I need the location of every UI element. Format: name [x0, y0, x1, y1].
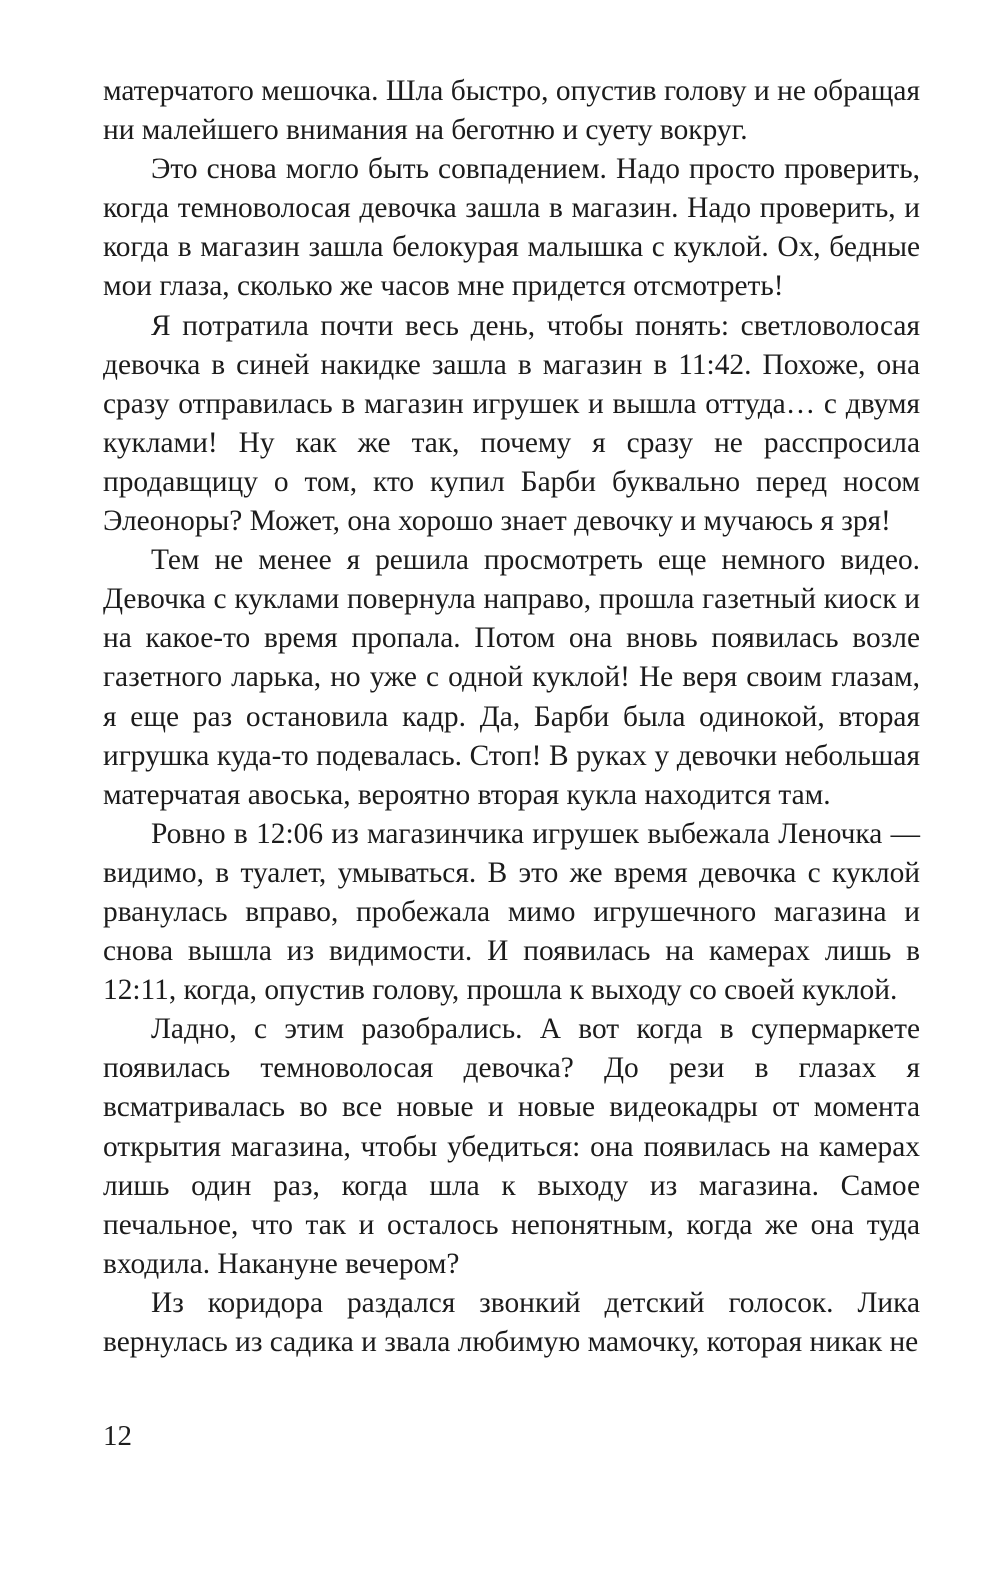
paragraph-3: Я потратила почти весь день, чтобы понять: светловолосая девочка в синей накидке зашла в магазин в 11:42. Похоже, она сразу отправилась в магазин игрушек и вышла оттуда… с двумя куклами! Ну как же так, почему я сразу не расспросила продавщицу о том, кто купил Барби буквально перед носом Элеоноры? Может, она хорошо знает девочку и мучаюсь я зря!	[103, 309, 920, 538]
paragraph-2: Это снова могло быть совпадением. Надо просто проверить, когда темноволосая девочка зашла в магазин. Надо проверить, и когда в магазин зашла белокурая малышка с куклой. Ох, бедные мои глаза, сколько же часов мне придется отсмотреть!	[103, 153, 920, 303]
paragraph-4: Тем не менее я решила просмотреть еще немного видео. Девочка с куклами повернула направо, прошла газетный киоск и на какое-то время пропала. Потом она вновь появилась возле газетного ларька, но уже с одной куклой! Не веря своим глазам, я еще раз остановила кадр. Да, Барби была одинокой, вторая игрушка куда-то подевалась. Стоп! В руках у девочки небольшая матерчатая авоська, вероятно вторая кукла находится там.	[103, 544, 920, 811]
book-page-body	[103, 72, 920, 1362]
page-number: 12	[103, 1420, 132, 1452]
paragraph-6: Ладно, с этим разобрались. А вот когда в супермаркете появилась темноволосая девочка? До рези в глазах я всматривалась во все новые и новые видеокадры от момента открытия магазина, чтобы убедиться: она появилась на камерах лишь один раз, когда шла к выходу из магазина. Самое печальное, что так и осталось непонятным, когда же она туда входила. Накануне вечером?	[103, 1013, 920, 1280]
paragraph-7: Из коридора раздался звонкий детский голосок. Лика вернулась из садика и звала любимую мамочку, которая никак не	[103, 1286, 920, 1358]
paragraph-1: матерчатого мешочка. Шла быстро, опустив голову и не обращая ни малейшего внимания на беготню и суету вокруг.	[103, 75, 920, 147]
paragraph-5: Ровно в 12:06 из магазинчика игрушек выбежала Леночка — видимо, в туалет, умываться. В это же время девочка с куклой рванулась вправо, пробежала мимо игрушечного магазина и снова вышла из видимости. И появилась на камерах лишь в 12:11, когда, опустив голову, прошла к выходу со своей куклой.	[103, 817, 920, 1007]
